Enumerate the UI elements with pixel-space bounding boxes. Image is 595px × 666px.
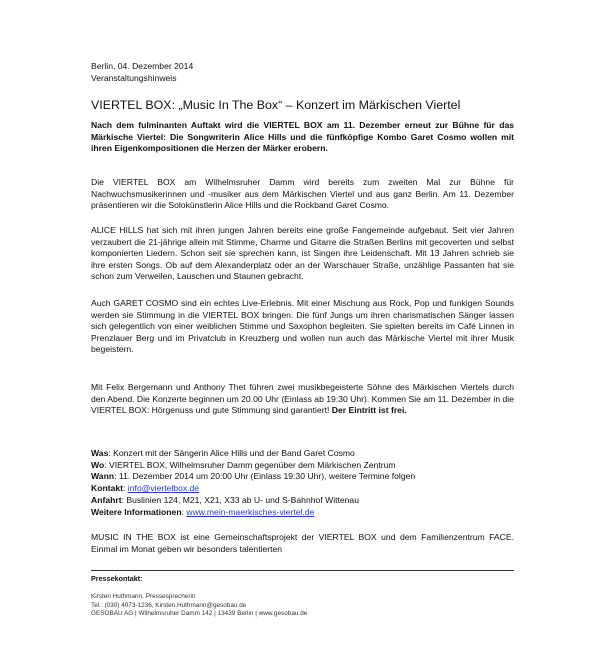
anfahrt-label: Anfahrt — [91, 494, 122, 505]
press-contact-heading: Pressekontakt: — [91, 574, 143, 583]
date-line: Berlin, 04. Dezember 2014 — [91, 61, 194, 71]
press-contact-footer — [91, 574, 531, 619]
weitere-label: Weitere Informationen — [91, 506, 182, 517]
info-kontakt — [91, 483, 531, 495]
wann-label: Wann — [91, 471, 115, 482]
info-was — [91, 448, 531, 460]
was-value: : Konzert mit der Sängerin Alice Hills und der Band Garet Cosmo — [108, 448, 355, 458]
company-address: GESOBAU AG | Wilhelmsruher Damm 142 | 13439 Berlin | www.gesobau.de — [91, 610, 308, 618]
info-wo — [91, 460, 531, 472]
paragraph-hosts — [91, 382, 514, 417]
anfahrt-value: : Buslinien 124, M21, X21, X33 ab U- und S-Bahnhof Wittenau — [121, 494, 359, 505]
header-block — [91, 61, 193, 84]
category-line: Veranstaltungshinweis — [91, 72, 177, 83]
website-link[interactable]: www.mein-maerkisches-viertel.de — [186, 506, 315, 517]
wo-value: : VIERTEL BOX, Wilhelmsruher Damm gegenüber dem Märkischen Zentrum — [104, 459, 396, 470]
free-entry-note: Der Eintritt ist frei. — [331, 405, 407, 416]
hosts-text: Mit Felix Bergemann und Anthony Thet führen zwei musikbegeisterte Söhne des Märkischen Viertels durch den Abend. Die Konzerte beginnen um 20.00 Uhr (Einlass ab 19:30 Uhr). Kommen Sie am 11. Dezember in die VIERTEL BOX: Hörgenuss und gute Stimmung sind garantiert! — [91, 382, 514, 416]
kontakt-sep: : — [123, 483, 128, 494]
closing-paragraph: MUSIC IN THE BOX ist eine Gemeinschaftsprojekt der VIERTEL BOX und dem Familienzentrum FACE. Einmal im Monat geben wir besonders talentierten — [91, 532, 514, 554]
contact-name: Kirsten Huthmann, Pressesprecherin — [91, 593, 196, 600]
info-weitere — [91, 507, 531, 519]
event-info — [91, 448, 531, 518]
paragraph-alice-hills: ALICE HILLS hat sich mit ihren jungen Jahren bereits eine große Fangemeinde aufgebaut. Seit vier Jahren verzaubert die 21-jährige allein mit Stimme, Charme und Gitarre die Straßen Berlins mit gecoverten und selbst komponierten Liedern. Schon seit sie sprechen kann, ist Singen ihre Leidenschaft. Mit 13 Jahren schrieb sie ihre ersten Songs. Ob auf dem Alexanderplatz oder an der Warschauer Straße, unzählige Passanten hat sie schon zum Verweilen, Lauschen und Staunen gebracht. — [91, 225, 514, 282]
paragraph-garet-cosmo: Auch GARET COSMO sind ein echtes Live-Erlebnis. Mit einer Mischung aus Rock, Pop und funkigen Sounds werden sie Stimmung in die VIERTEL BOX bringen. Die fünf Jungs um ihren charismatischen Sänger lassen sich gelegentlich von einer weiblichen Stimme und Saxophon begleiten. Sie spielten bereits im Café Linnen in Prenzlauer Berg und im Privatclub in Kreuzberg und wollen nun auch das Märkische Viertel mit ihrer Musik begeistern. — [91, 298, 514, 355]
paragraph-intro: Die VIERTEL BOX am Wilhelmsruher Damm wird bereits zum zweiten Mal zur Bühne für Nachwuchsmusikerinnen und -musiker aus dem Märkischen Viertel und aus ganz Berlin. Am 11. Dezember präsentieren wir die Solokünstlerin Alice Hills und die Rockband Garet Cosmo. — [91, 177, 514, 211]
was-label: Was — [91, 448, 109, 458]
contact-email-link[interactable]: info@viertelbox.de — [127, 483, 200, 494]
contact-phone-email: Tel.: (030) 4073-1236, Kirsten.Huthmann@gesobau.de — [91, 601, 247, 609]
kontakt-label: Kontakt — [91, 483, 123, 494]
headline: VIERTEL BOX: „Music In The Box“ – Konzert im Märkischen Viertel — [91, 98, 461, 112]
weitere-sep: : — [181, 506, 187, 517]
footer-divider — [91, 570, 514, 571]
info-wann — [91, 471, 531, 483]
wo-label: Wo — [91, 459, 105, 470]
info-anfahrt — [91, 495, 531, 507]
wann-value: : 11. Dezember 2014 um 20:00 Uhr (Einlass 19:30 Uhr), weitere Termine folgen — [114, 471, 416, 482]
lead-paragraph: Nach dem fulminanten Auftakt wird die VIERTEL BOX am 11. Dezember erneut zur Bühne für das Märkische Viertel: Die Songwriterin Alice Hills und die fünfköpfige Kombo Garet Cosmo wollen mit ihren Eigenkompositionen die Herzen der Märker erobern. — [91, 120, 514, 154]
